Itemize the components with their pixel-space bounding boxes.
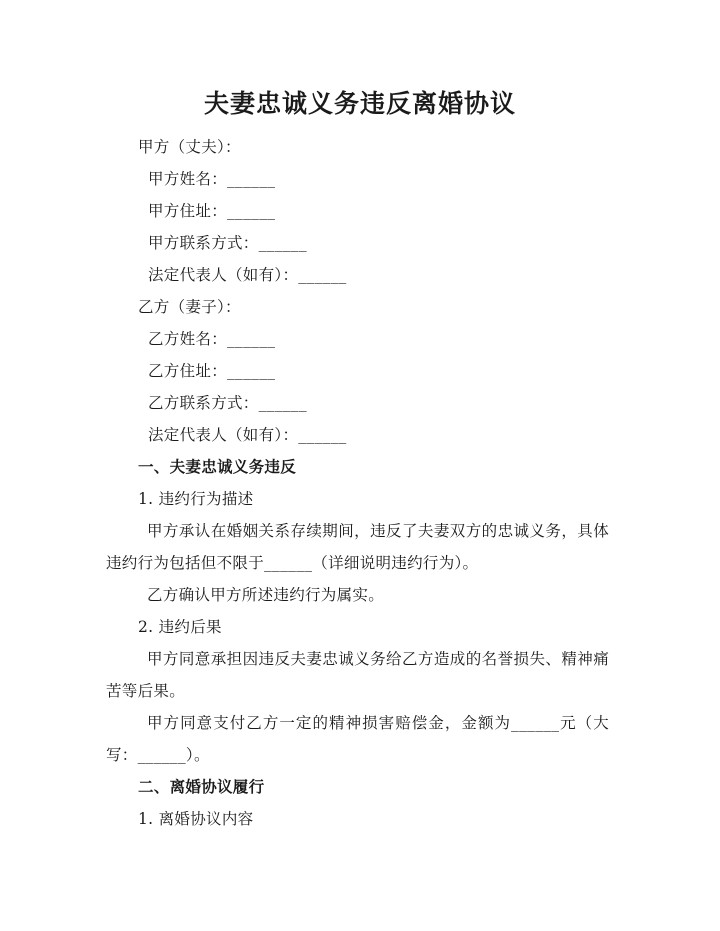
party-a-address: 甲方住址：______ [148,202,276,220]
section-2-subheading-1: 1. 离婚协议内容 [138,810,254,828]
section-1-paragraph-3: 甲方同意承担因违反夫妻忠诚义务给乙方造成的名誉损失、精神痛苦等后果。 [106,650,609,700]
party-b-heading: 乙方（妻子）： [138,298,241,316]
party-b-address: 乙方住址：______ [148,362,276,380]
section-1-subheading-1: 1. 违约行为描述 [138,490,254,508]
party-a-heading: 甲方（丈夫）： [138,138,241,156]
party-b-contact: 乙方联系方式：______ [148,394,307,412]
document-title: 夫妻忠诚义务违反离婚协议 [203,89,516,118]
section-2-heading: 二、离婚协议履行 [138,778,265,796]
party-a-name: 甲方姓名：______ [148,170,276,188]
party-b-representative: 法定代表人（如有）：______ [148,426,347,444]
section-1-paragraph-2: 乙方确认甲方所述违约行为属实。 [147,586,385,604]
party-b-name: 乙方姓名：______ [148,330,276,348]
party-a-contact: 甲方联系方式：______ [148,234,307,252]
party-a-representative: 法定代表人（如有）：______ [148,266,347,284]
section-1-heading: 一、夫妻忠诚义务违反 [138,458,297,476]
section-1-paragraph-4: 甲方同意支付乙方一定的精神损害赔偿金，金额为______元（大写：______）。 [106,714,609,764]
section-1-subheading-2: 2. 违约后果 [138,618,222,636]
section-1-paragraph-1: 甲方承认在婚姻关系存续期间，违反了夫妻双方的忠诚义务，具体违约行为包括但不限于______（详细说明违约行为）。 [106,522,609,572]
